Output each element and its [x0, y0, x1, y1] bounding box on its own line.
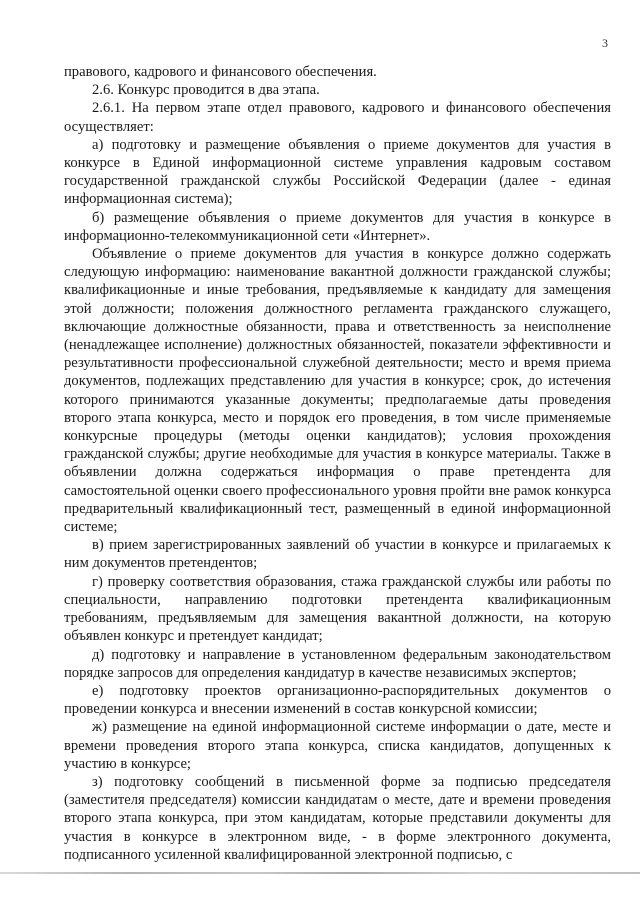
list-item-z: з) подготовку сообщений в письменной форме за подписью председателя (заместителя председателя) комиссии кандидатам о месте, дате и времени проведения второго этапа конкурса, при этом кандидатам, которые представили документы для участия в конкурсе в электронном виде, - в форме электронного документа, подписанного усиленной квалифицированной электронной подписью, с: [64, 773, 611, 863]
scan-artifact-line: [0, 872, 640, 874]
list-item-v: в) прием зарегистрированных заявлений об участии в конкурсе и прилагаемых к ним документов претендентов;: [64, 537, 611, 572]
list-item-d: д) подготовку и направление в установленном федеральным законодательством порядке запросов для определения кандидатур в качестве независимых экспертов;: [64, 646, 611, 681]
list-item-e: е) подготовку проектов организационно-распорядительных документов о проведении конкурса и внесении изменений в состав конкурсной комиссии;: [64, 682, 611, 718]
page-number: 3: [602, 36, 608, 50]
list-item-a: а) подготовку и размещение объявления о приеме документов для участия в конкурсе в Единой информационной системе управления кадровым составом государственной гражданской службы Российской Федерации (далее - единая информационная система);: [64, 136, 611, 208]
list-item-b: б) размещение объявления о приеме документов для участия в конкурсе в информационно-телекоммуникационной сети «Интернет».: [64, 209, 611, 244]
list-item-zh: ж) размещение на единой информационной системе информации о дате, месте и времени проведения второго этапа конкурса, списка кандидатов, допущенных к участию в конкурсе;: [64, 719, 611, 772]
paragraph-continuation: правового, кадрового и финансового обеспечения.: [64, 64, 377, 80]
document-body: [64, 63, 611, 864]
paragraph-2-6-1: 2.6.1. На первом этапе отдел правового, кадрового и финансового обеспечения осуществляет:: [64, 100, 611, 135]
paragraph-2-6: 2.6. Конкурс проводится в два этапа.: [92, 82, 320, 99]
paragraph-announcement: Объявление о приеме документов для участия в конкурсе должно содержать следующую информацию: наименование вакантной должности гражданской службы; квалификационные и иные требования, предъявляемые к кандидату для замещения этой должности; положения должностного регламента гражданского служащего, включающие должностные обязанности, права и ответственность за неисполнение (ненадлежащее исполнение) должностных обязанностей, показатели эффективности и результативности профессиональной служебной деятельности; место и время приема документов, подлежащих представлению для участия в конкурсе; срок, до истечения которого принимаются указанные документы; предполагаемые даты проведения второго этапа конкурса, место и порядок его проведения, в том числе применяемые конкурсные процедуры (методы оценки кандидатов); условия прохождения гражданской службы; другие необходимые для участия в конкурсе материалы. Также в объявлении должна содержаться информация о праве претендента для самостоятельной оценки своего профессионального уровня пройти вне рамок конкурса предварительный квалификационный тест, размещенный в единой информационной системе;: [64, 246, 611, 536]
list-item-g: г) проверку соответствия образования, стажа гражданской службы или работы по специальности, направлению подготовки претендента квалификационным требованиям, предъявляемым для замещения вакантной должности, на которую объявлен конкурс и претендует кандидат;: [64, 573, 611, 645]
